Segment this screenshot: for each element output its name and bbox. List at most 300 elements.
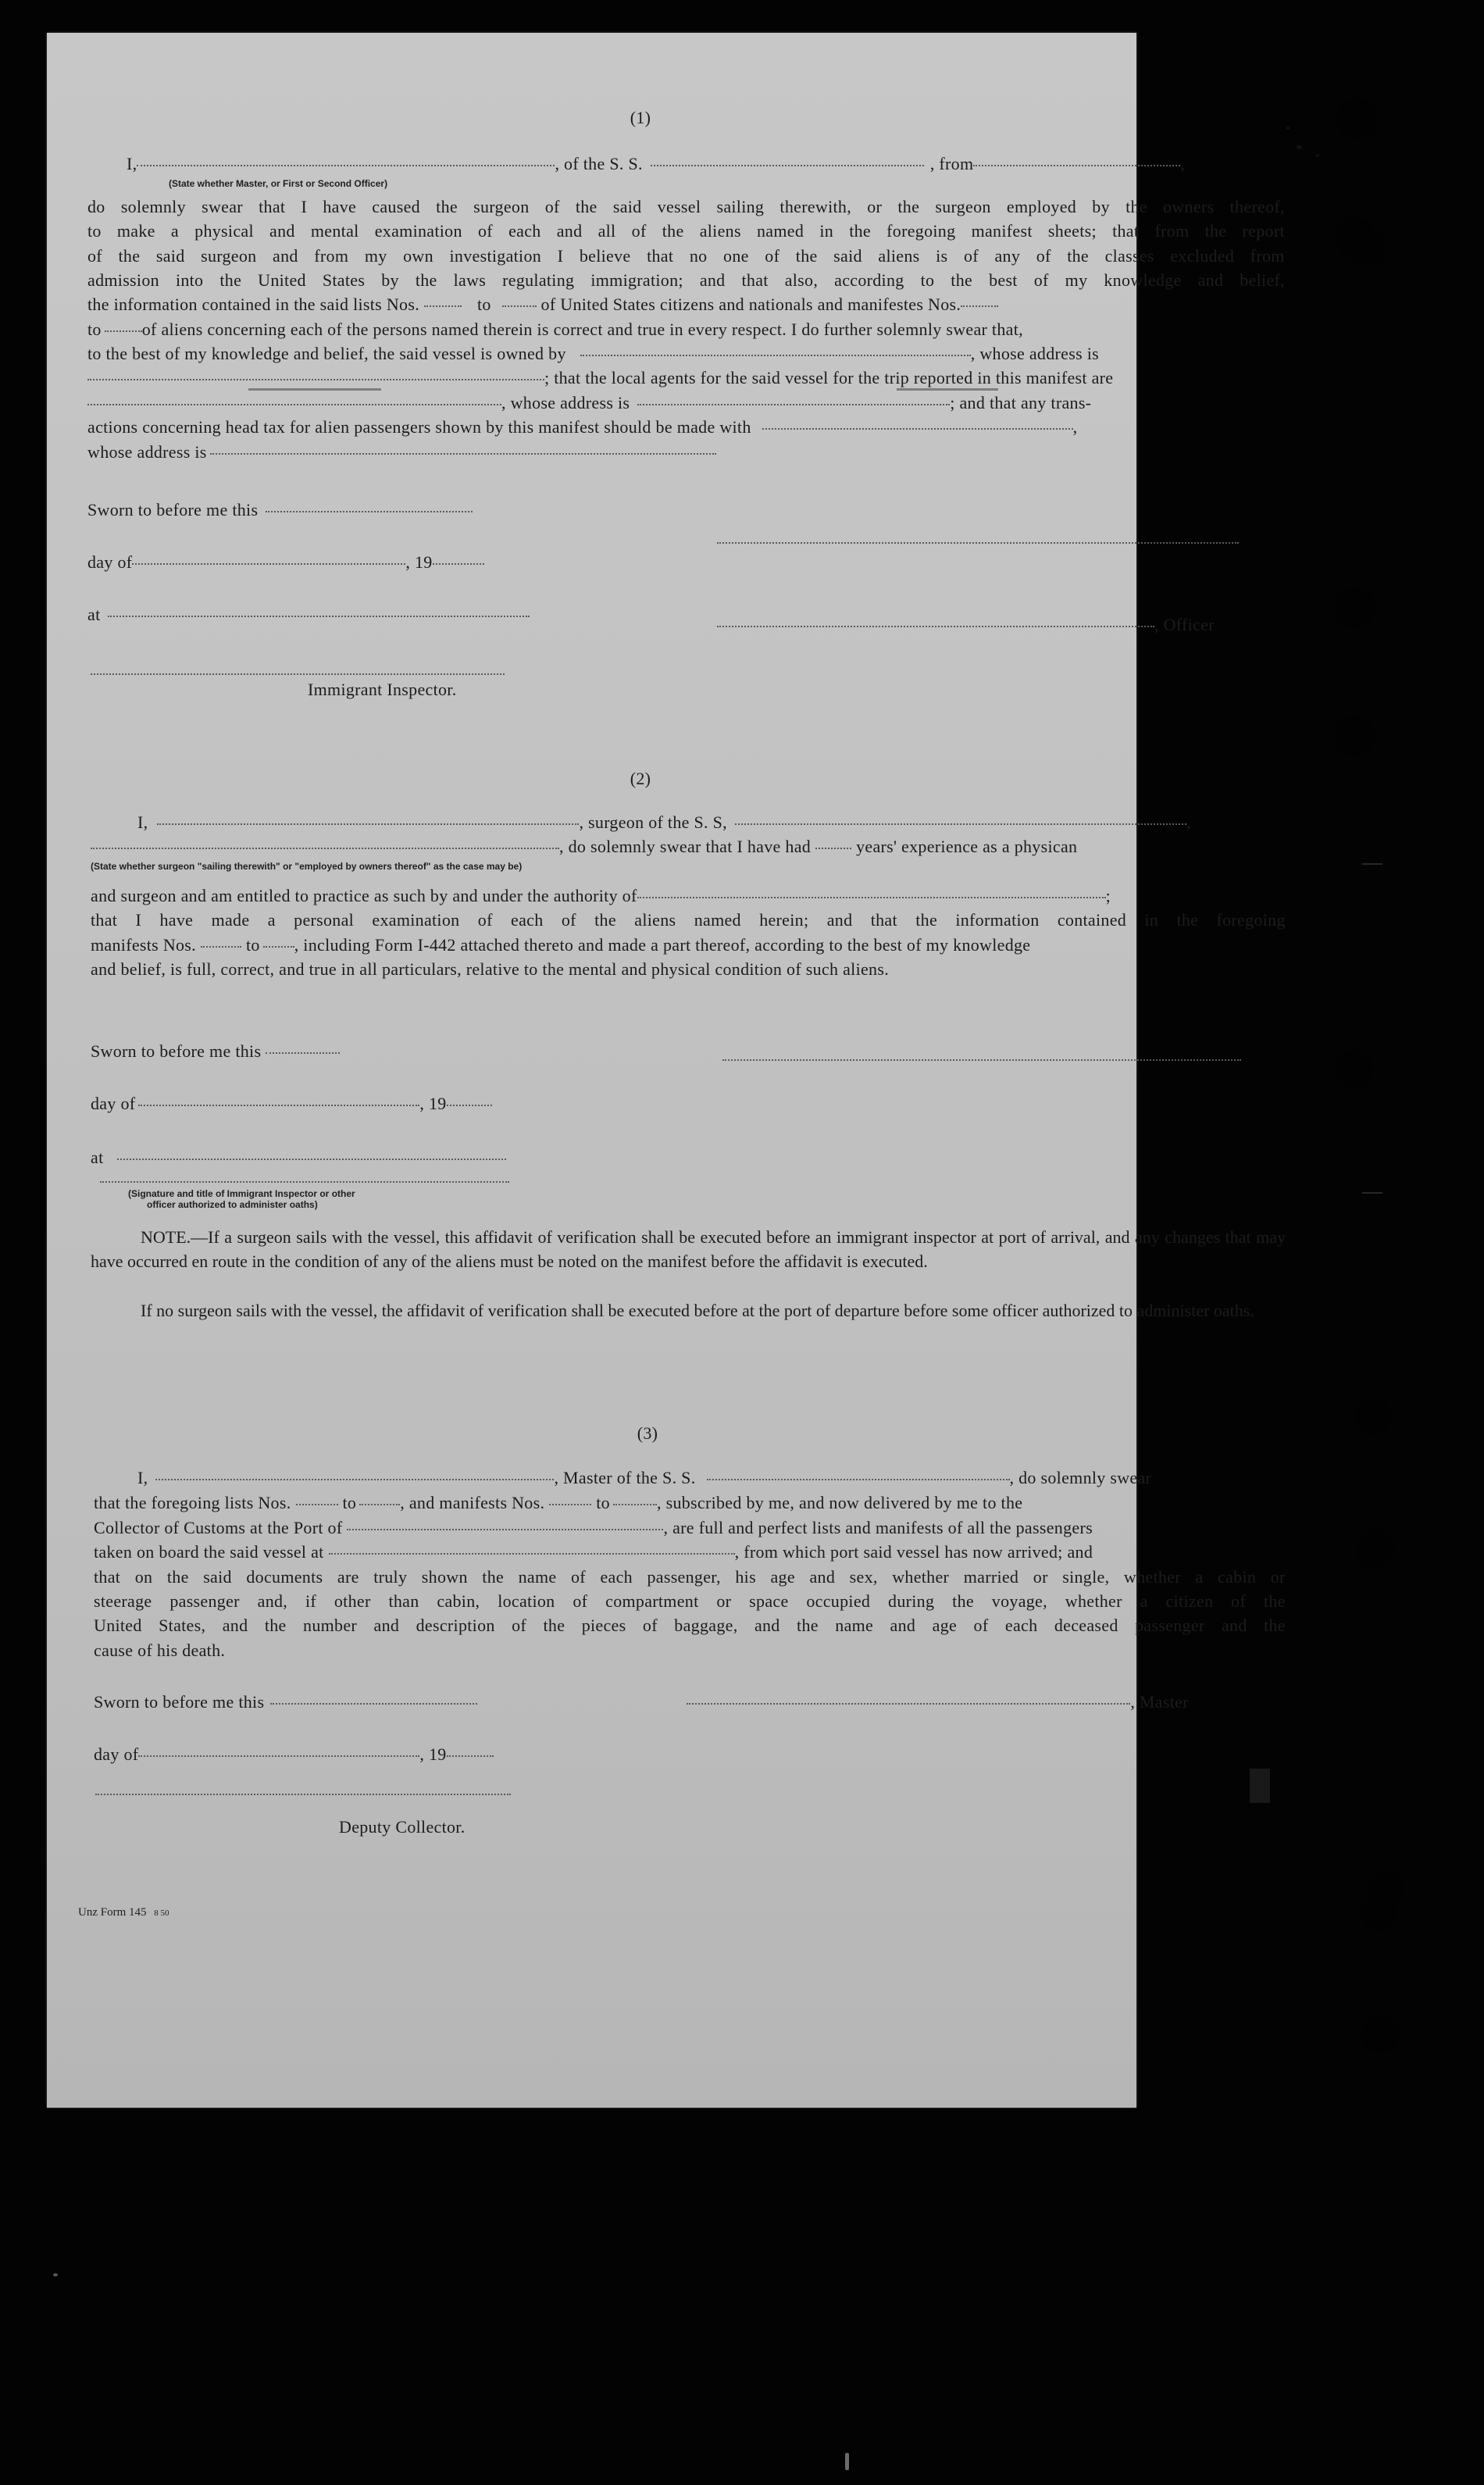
word: the xyxy=(897,197,920,216)
word: married xyxy=(963,1567,1019,1587)
agents-line: ; that the local agents for the said vessel for the trip reported in this manifest are xyxy=(87,370,1285,387)
word: of xyxy=(544,197,560,216)
collector-label: Deputy Collector. xyxy=(339,1817,466,1837)
word: mental xyxy=(310,221,359,241)
owner-address-field[interactable] xyxy=(87,379,544,380)
word: physical xyxy=(194,221,254,241)
word: if xyxy=(305,1591,317,1611)
word: each xyxy=(508,221,541,241)
word: and xyxy=(269,221,295,241)
word: of xyxy=(765,246,780,266)
word: all xyxy=(598,221,616,241)
word: United xyxy=(94,1616,142,1635)
punch-hole xyxy=(1335,1050,1372,1087)
word: the xyxy=(1264,1616,1286,1635)
owner-field[interactable] xyxy=(580,355,971,356)
word: a xyxy=(267,910,276,930)
master-name-field[interactable] xyxy=(155,1479,554,1480)
word: by xyxy=(381,270,399,290)
word: that xyxy=(870,910,897,930)
word: named xyxy=(694,910,741,930)
word: each xyxy=(511,910,544,930)
word: of xyxy=(973,1616,989,1635)
word: made xyxy=(211,910,250,930)
word: the xyxy=(166,1567,189,1587)
word: space xyxy=(749,1591,789,1611)
word: the xyxy=(952,1591,974,1611)
word: name xyxy=(835,1616,874,1635)
section-number: (1) xyxy=(630,108,651,127)
word: that xyxy=(1112,221,1140,241)
word: excluded xyxy=(1170,246,1235,266)
from-label: , from xyxy=(929,154,974,173)
day-of-line: day of , 19 xyxy=(91,1095,492,1112)
word: during xyxy=(888,1591,935,1611)
manifests-to-field[interactable] xyxy=(263,946,294,948)
vessel-name-field[interactable] xyxy=(735,823,1186,825)
body-line xyxy=(87,223,1285,240)
signature-caption: (Signature and title of Immigrant Inspector or other xyxy=(128,1188,355,1199)
owner-line: to the best of my knowledge and belief, the said vessel is owned by , whose address is xyxy=(87,344,1100,363)
port-field[interactable] xyxy=(347,1529,663,1530)
cause-line: cause of his death. xyxy=(94,1641,226,1660)
word: of xyxy=(963,246,979,266)
sworn-line: Sworn to before me this xyxy=(91,1043,340,1060)
form-number: Unz Form 145 8 50 xyxy=(78,1906,169,1919)
word: aliens xyxy=(878,246,920,266)
vessel-name-field[interactable] xyxy=(651,165,924,166)
word: named xyxy=(757,221,804,241)
signature-line[interactable] xyxy=(722,1059,1241,1061)
dash-mark xyxy=(1362,1192,1382,1194)
word: the xyxy=(594,910,616,930)
word: from xyxy=(314,246,349,266)
word: also, xyxy=(784,270,819,290)
of-ss-label: , of the S. S. xyxy=(555,154,643,173)
word: passenger xyxy=(169,1591,240,1611)
word: said xyxy=(833,246,862,266)
word: the xyxy=(1125,197,1147,216)
word: admission xyxy=(87,270,159,290)
inspector-label: Immigrant Inspector. xyxy=(308,680,457,699)
word: of xyxy=(87,246,102,266)
word: information xyxy=(955,910,1040,930)
word: number xyxy=(303,1616,358,1635)
punch-hole xyxy=(1357,1530,1394,1568)
year-field[interactable] xyxy=(433,563,484,565)
signature-line[interactable] xyxy=(717,542,1239,544)
word: thereof, xyxy=(1229,197,1285,216)
word: cabin, xyxy=(437,1591,480,1611)
word: of xyxy=(477,910,493,930)
agents-address-line: , whose address is ; and that any trans- xyxy=(87,395,1285,412)
word: according xyxy=(834,270,904,290)
master-signature-field[interactable] xyxy=(687,1703,1130,1705)
word: have xyxy=(159,910,194,930)
word: the xyxy=(575,197,598,216)
word: foregoing xyxy=(886,221,956,241)
word: swear xyxy=(202,197,243,216)
experience-line: , do solemnly swear that I have had years' experience as a physican xyxy=(91,838,1286,855)
speck xyxy=(845,2453,849,2470)
word: herein; xyxy=(759,910,809,930)
agents-field[interactable] xyxy=(87,404,501,405)
word: deceased xyxy=(1054,1616,1118,1635)
word: steerage xyxy=(94,1591,152,1611)
speck xyxy=(1286,127,1290,130)
word: of xyxy=(561,910,576,930)
word: immigration; xyxy=(590,270,683,290)
word: from xyxy=(1154,221,1190,241)
inspector-signature-line[interactable] xyxy=(100,1181,509,1183)
word: that xyxy=(741,270,769,290)
word: of xyxy=(512,1616,527,1635)
word: surgeon xyxy=(935,197,991,216)
word: passenger xyxy=(1135,1616,1205,1635)
word: that xyxy=(647,246,674,266)
word: other xyxy=(334,1591,371,1611)
departure-port-field[interactable] xyxy=(973,165,1180,166)
section1-header-line: I, , of the S. S. , from , xyxy=(127,154,1186,173)
body-line xyxy=(87,272,1285,289)
sworn-day-field[interactable] xyxy=(266,1052,340,1054)
place-field[interactable] xyxy=(108,616,530,617)
word: employed xyxy=(1006,197,1077,216)
manifests-from-field[interactable] xyxy=(201,946,241,948)
word: shown xyxy=(421,1567,468,1587)
years-field[interactable] xyxy=(815,848,851,849)
surgeon-name-field[interactable] xyxy=(157,823,579,825)
word: the xyxy=(951,270,973,290)
word: knowledge xyxy=(1104,270,1182,290)
word: believe xyxy=(579,246,631,266)
lists-from-field[interactable] xyxy=(424,305,462,307)
word: States, xyxy=(159,1616,206,1635)
body-line xyxy=(87,198,1285,216)
speck xyxy=(1316,154,1319,157)
word: of xyxy=(570,1567,586,1587)
body-line xyxy=(94,1593,1286,1610)
surgeon-type-caption: (State whether surgeon "sailing therewith" or "employed by owners thereof" as the case may be) xyxy=(91,861,523,872)
punch-hole xyxy=(1351,231,1386,266)
word: sheets; xyxy=(1047,221,1097,241)
word: or xyxy=(716,1591,732,1611)
inspector-signature-line[interactable] xyxy=(91,673,505,675)
i-label: I, xyxy=(127,154,137,173)
word: or xyxy=(867,197,883,216)
embarkation-port-field[interactable] xyxy=(329,1553,735,1555)
word: age xyxy=(770,1567,795,1587)
word: said xyxy=(612,197,642,216)
word: each xyxy=(1004,1616,1038,1635)
word: vessel xyxy=(657,197,701,216)
word: regulating xyxy=(502,270,575,290)
belief-line: and belief, is full, correct, and true in all particulars, relative to the mental and physical condition of such aliens. xyxy=(91,959,890,979)
body-line xyxy=(94,1569,1286,1586)
word: truly xyxy=(373,1567,408,1587)
body-line xyxy=(87,248,1285,265)
word: whether xyxy=(892,1567,950,1587)
word: the xyxy=(915,910,938,930)
word: best xyxy=(989,270,1018,290)
word: aliens xyxy=(634,910,676,930)
word: the xyxy=(118,246,141,266)
word: that xyxy=(259,197,286,216)
word: my xyxy=(364,246,387,266)
word: each xyxy=(600,1567,633,1587)
note-paragraph: NOTE.—If a surgeon sails with the vessel, this affidavit of verification shall be executed before an immigrant inspector at port of arrival, and any changes that may have occurred en route in the condition of any of the aliens must be noted on the manifest before the affidavit is executed. xyxy=(91,1227,1286,1271)
word: investigation xyxy=(449,246,542,266)
agents-address-field[interactable] xyxy=(637,404,950,405)
sworn-day-field[interactable] xyxy=(266,511,473,512)
manifests-from-field[interactable] xyxy=(961,305,998,307)
word: I xyxy=(135,910,142,930)
word: and xyxy=(373,1616,400,1635)
word: examination xyxy=(374,221,462,241)
word: voyage, xyxy=(991,1591,1047,1611)
manifests-to-field[interactable] xyxy=(105,330,142,332)
head-tax-address-field[interactable] xyxy=(210,453,716,455)
word: I xyxy=(301,197,308,216)
word: age xyxy=(932,1616,958,1635)
word: do xyxy=(87,197,105,216)
section-number: (2) xyxy=(630,769,651,788)
word: of xyxy=(631,221,647,241)
word: contained xyxy=(1057,910,1127,930)
month-field[interactable] xyxy=(132,563,405,565)
word: said xyxy=(155,246,185,266)
punch-hole xyxy=(1335,716,1375,756)
word: the xyxy=(1176,910,1199,930)
authority-line: and surgeon and am entitled to practice as such by and under the authority of ; xyxy=(91,886,1111,905)
word: manifest xyxy=(971,221,1033,241)
word: caused xyxy=(372,197,420,216)
word: United xyxy=(258,270,306,290)
word: and xyxy=(826,910,853,930)
year-field[interactable] xyxy=(447,1105,492,1106)
word: or xyxy=(1033,1567,1048,1587)
actions-line: actions concerning head tax for alien passengers shown by this manifest should be made with , xyxy=(87,417,1078,437)
word: of xyxy=(477,221,493,241)
word: a xyxy=(1140,1591,1148,1611)
at-line: at xyxy=(91,1149,506,1166)
word: location xyxy=(498,1591,555,1611)
word: that xyxy=(94,1567,121,1587)
officer-rank-caption: (State whether Master, or First or Second Officer) xyxy=(169,178,388,189)
punch-hole xyxy=(1335,587,1375,628)
word: of xyxy=(642,1616,658,1635)
word: have xyxy=(323,197,357,216)
word: solemnly xyxy=(120,197,186,216)
vessel-name-field[interactable] xyxy=(707,1479,1010,1480)
punch-hole xyxy=(1354,1398,1391,1435)
word: the xyxy=(482,1567,505,1587)
word: aliens xyxy=(699,221,741,241)
whose-address-line: whose address is xyxy=(87,444,716,461)
manifests-from-field[interactable] xyxy=(549,1504,591,1505)
word: and xyxy=(809,1567,836,1587)
word: from xyxy=(1250,246,1285,266)
word: citizen xyxy=(1165,1591,1214,1611)
word: and, xyxy=(257,1591,288,1611)
word: the xyxy=(543,1616,565,1635)
lists-line: that the foregoing lists Nos. to , and manifests Nos. to , subscribed by me, and now delivered by me to the xyxy=(94,1493,1023,1512)
word: the xyxy=(797,1616,819,1635)
dash-mark xyxy=(1362,863,1382,865)
word: of xyxy=(1033,270,1049,290)
word: the xyxy=(1263,1591,1286,1611)
ink-smudge xyxy=(897,388,998,391)
word: passenger, xyxy=(647,1567,721,1587)
word: cabin xyxy=(1218,1567,1257,1587)
aliens-line: to of aliens concerning each of the persons named therein is correct and true in every respect. I do further solemnly swear that, xyxy=(87,320,1023,339)
word: name xyxy=(518,1567,557,1587)
word: own xyxy=(403,246,433,266)
word: than xyxy=(388,1591,419,1611)
officer-signature-line: , Officer xyxy=(717,616,1215,634)
word: his xyxy=(735,1567,756,1587)
word: one xyxy=(723,246,749,266)
word: no xyxy=(689,246,708,266)
lists-to-field[interactable] xyxy=(359,1504,400,1505)
body-line xyxy=(91,912,1286,929)
officer-rank-field[interactable] xyxy=(137,165,555,166)
word: the xyxy=(849,221,871,241)
word: make xyxy=(116,221,155,241)
place-field[interactable] xyxy=(117,1159,506,1160)
signature-caption: officer authorized to administer oaths) xyxy=(147,1199,318,1210)
word: are xyxy=(337,1567,359,1587)
punch-hole xyxy=(1336,98,1377,139)
word: the xyxy=(436,197,458,216)
speck xyxy=(1297,145,1302,149)
word: laws xyxy=(453,270,487,290)
word: a xyxy=(1195,1567,1204,1587)
officer-signature-field[interactable] xyxy=(717,626,1154,627)
form-page xyxy=(47,33,1286,2108)
taken-line: taken on board the said vessel at , from which port said vessel has now arrived; and xyxy=(94,1542,1093,1562)
word: any xyxy=(994,246,1021,266)
word: and xyxy=(1197,270,1224,290)
word: description xyxy=(416,1616,495,1635)
collector-signature-line[interactable] xyxy=(95,1794,511,1795)
word: documents xyxy=(246,1567,323,1587)
word: foregoing xyxy=(1216,910,1286,930)
lists-to-field[interactable] xyxy=(502,305,537,307)
word: to xyxy=(87,221,102,241)
sworn-day-field[interactable] xyxy=(270,1703,477,1705)
surgeon-type-field[interactable] xyxy=(91,848,559,849)
word: and xyxy=(754,1616,780,1635)
lists-from-field[interactable] xyxy=(296,1504,338,1505)
word: baggage, xyxy=(674,1616,738,1635)
day-of-line: day of , 19 xyxy=(87,554,484,571)
sworn-line: Sworn to before me this xyxy=(87,502,473,519)
word: the xyxy=(264,1616,287,1635)
word: of xyxy=(1036,246,1051,266)
word: sex, xyxy=(849,1567,878,1587)
word: of xyxy=(1231,1591,1247,1611)
word: owners xyxy=(1163,197,1215,216)
word: and xyxy=(1221,1616,1247,1635)
word: whether xyxy=(1123,1567,1181,1587)
body-line xyxy=(94,1617,1286,1634)
year-field[interactable] xyxy=(447,1755,494,1757)
month-field[interactable] xyxy=(138,1755,419,1757)
word: said xyxy=(203,1567,232,1587)
word: occupied xyxy=(806,1591,871,1611)
master-line: I, , Master of the S. S. , do solemnly swear xyxy=(137,1468,1152,1487)
at-line: at xyxy=(87,606,530,623)
word: classes xyxy=(1104,246,1154,266)
month-field[interactable] xyxy=(138,1105,419,1106)
word: the xyxy=(795,246,818,266)
word: therewith, xyxy=(779,197,852,216)
lists-line: the information contained in the said lists Nos. to of United States citizens and nationals and manifestes Nos. xyxy=(87,296,1285,313)
word: of xyxy=(573,1591,588,1611)
word: single, xyxy=(1062,1567,1110,1587)
punch-hole xyxy=(1361,2015,1399,2053)
word: is xyxy=(936,246,948,266)
day-of-line: day of , 19 xyxy=(94,1746,494,1763)
note-paragraph: If no surgeon sails with the vessel, the affidavit of verification shall be executed before at the port of departure before some officer authorized to administer oaths. xyxy=(141,1301,1254,1320)
word: my xyxy=(1065,270,1088,290)
word: the xyxy=(415,270,437,290)
word: that xyxy=(91,910,118,930)
word: the xyxy=(1067,246,1089,266)
word: and xyxy=(222,1616,248,1635)
word: compartment xyxy=(605,1591,699,1611)
collector-line: Collector of Customs at the Port of , are full and perfect lists and manifests of all the passengers xyxy=(94,1518,1093,1537)
word: by xyxy=(1092,197,1110,216)
word: I xyxy=(557,246,564,266)
word: or xyxy=(1270,1567,1286,1587)
word: the xyxy=(662,221,684,241)
sworn-line: Sworn to before me this , Master xyxy=(94,1692,1189,1712)
word: on xyxy=(134,1567,153,1587)
section-number: (3) xyxy=(637,1423,658,1443)
word: to xyxy=(920,270,935,290)
word: a xyxy=(170,221,179,241)
word: and xyxy=(556,221,583,241)
word: belief, xyxy=(1240,270,1285,290)
word: whether xyxy=(1065,1591,1122,1611)
surgeon-line: I, , surgeon of the S. S, , xyxy=(137,812,1191,832)
word: into xyxy=(175,270,204,290)
word: surgeon xyxy=(201,246,257,266)
word: the xyxy=(219,270,242,290)
authority-field[interactable] xyxy=(637,897,1106,898)
word: and xyxy=(699,270,726,290)
word: in xyxy=(1144,910,1159,930)
ink-smudge xyxy=(1250,1769,1270,1803)
word: pieces xyxy=(581,1616,626,1635)
word: report xyxy=(1242,221,1285,241)
head-tax-field[interactable] xyxy=(762,428,1073,430)
word: and xyxy=(273,246,298,266)
ink-smudge xyxy=(248,388,381,391)
manifests-to-field[interactable] xyxy=(613,1504,657,1505)
word: and xyxy=(890,1616,916,1635)
word: sailing xyxy=(716,197,765,216)
word: the xyxy=(1204,221,1227,241)
word: States xyxy=(322,270,366,290)
word: in xyxy=(819,221,834,241)
manifests-line: manifests Nos. to , including Form I-442 attached thereto and made a part thereof, according to the best of my knowledge xyxy=(91,935,1031,955)
word: surgeon xyxy=(473,197,530,216)
word: examination xyxy=(372,910,460,930)
speck xyxy=(53,2273,58,2276)
